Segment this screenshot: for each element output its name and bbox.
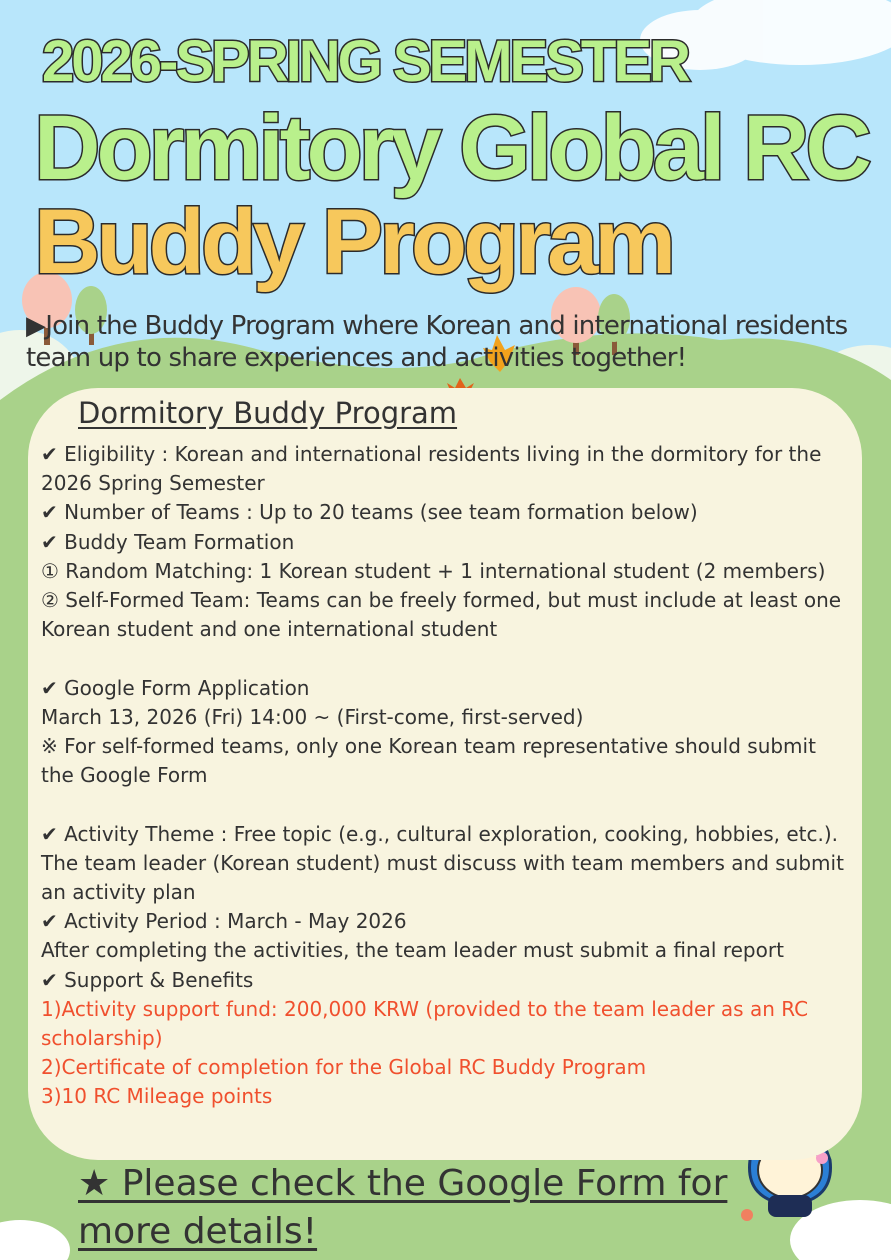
- detail-item: ✔ Number of Teams : Up to 20 teams (see team formation below): [41, 500, 698, 525]
- detail-item: ✔ Eligibility : Korean and international residents living in the dormitory for the 2026 Spring Semester: [41, 442, 822, 496]
- google-form-notice: ★ Please check the Google Form for more details!: [78, 1163, 728, 1252]
- intro-text: ▶Join the Buddy Program where Korean and international residents team up to share experiences and activities together!: [26, 311, 848, 373]
- detail-item: ✔ Activity Period : March - May 2026: [41, 909, 407, 934]
- detail-item: ① Random Matching: 1 Korean student + 1 international student (2 members): [41, 558, 826, 583]
- detail-item: March 13, 2026 (Fri) 14:00 ~ (First-come, first-served): [41, 704, 584, 729]
- spacer: [41, 644, 846, 673]
- detail-item: ✔ Activity Theme : Free topic (e.g., cultural exploration, cooking, hobbies, etc.). The team leader (Korean student) must discuss with team members and submit an activity plan: [41, 821, 844, 905]
- detail-item: ✔ Buddy Team Formation: [41, 529, 295, 554]
- title-line-2: Buddy Program: [34, 191, 673, 293]
- detail-item: ※ For self-formed teams, only one Korean team representative should submit the Google Form: [41, 734, 816, 788]
- program-details-list: [41, 440, 846, 1112]
- detail-item: ② Self-Formed Team: Teams can be freely formed, but must include at least one Korean student and one international student: [41, 588, 842, 642]
- detail-item: 2)Certificate of completion for the Global RC Buddy Program: [41, 1055, 647, 1080]
- detail-item: ✔ Support & Benefits: [41, 967, 254, 992]
- program-info-card: [28, 388, 862, 1160]
- detail-item: After completing the activities, the team leader must submit a final report: [41, 938, 784, 963]
- card-title: Dormitory Buddy Program: [78, 396, 458, 430]
- title-line-1: Dormitory Global RC: [34, 97, 868, 199]
- detail-item: 1)Activity support fund: 200,000 KRW (provided to the team leader as an RC scholarship): [41, 996, 809, 1051]
- spacer: [41, 790, 846, 819]
- detail-item: ✔ Google Form Application: [41, 675, 310, 700]
- semester-heading: 2026-SPRING SEMESTER: [42, 29, 688, 94]
- detail-item: 3)10 RC Mileage points: [41, 1084, 273, 1109]
